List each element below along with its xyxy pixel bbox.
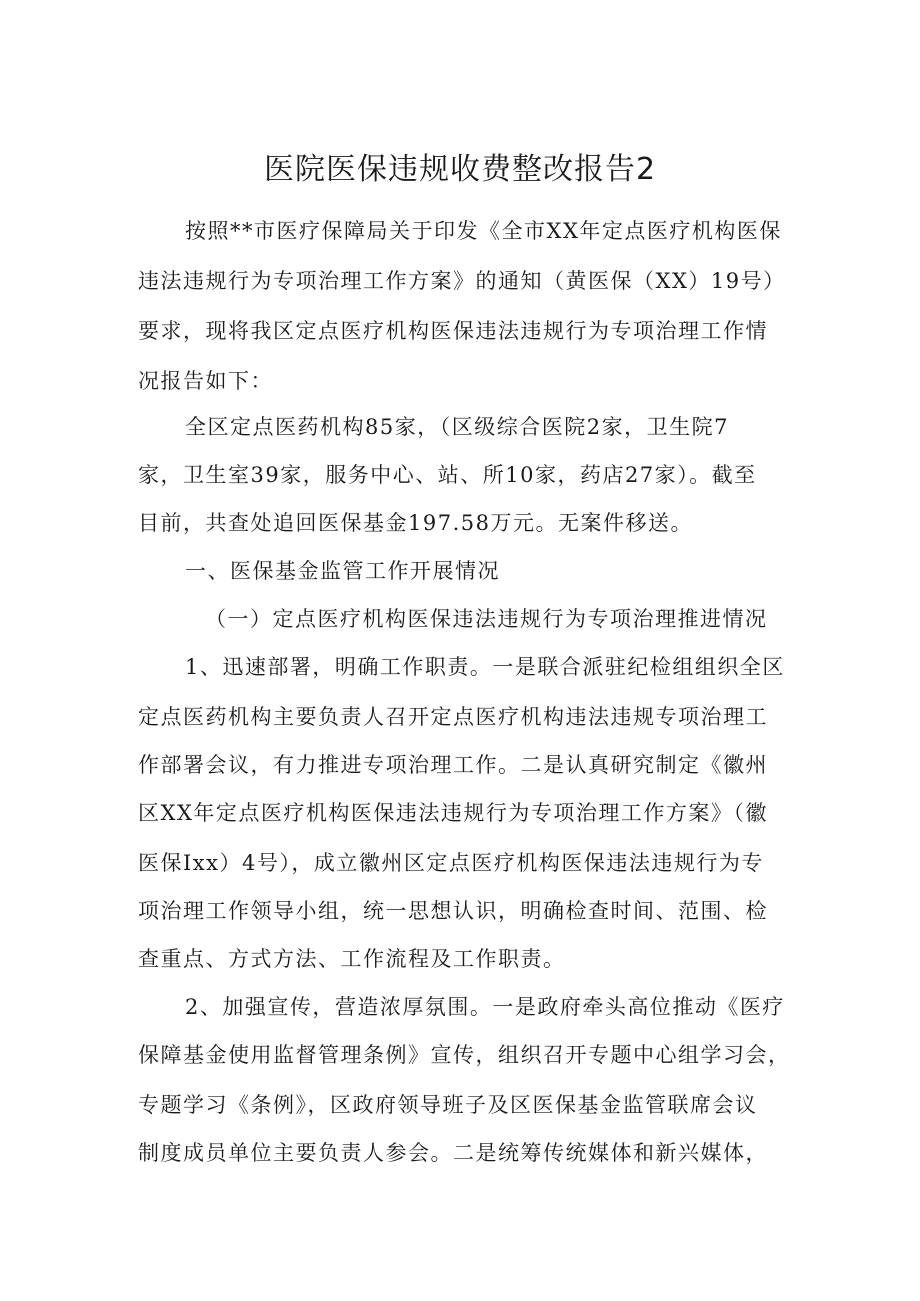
body-line: 定点医药机构主要负责人召开定点医疗机构违法违规专项治理工 [138, 705, 768, 729]
body-line: 要求，现将我区定点医疗机构医保违法违规行为专项治理工作情 [138, 319, 768, 343]
body-line: 制度成员单位主要负责人参会。二是统筹传统媒体和新兴媒体， [138, 1141, 768, 1165]
body-line: 目前，共查处追回医保基金197.58万元。无案件移送。 [138, 511, 693, 535]
body-line: 区XX年定点医疗机构医保违法违规行为专项治理工作方案》（徽 [138, 801, 768, 825]
body-line: 查重点、方式方法、工作流程及工作职责。 [138, 947, 566, 971]
body-line: 况报告如下： [138, 369, 273, 393]
body-line: 医保Ixx）4号），成立徽州区定点医疗机构医保违法违规行为专 [138, 851, 764, 875]
body-line: 全区定点医药机构85家，（区级综合医院2家，卫生院7 [185, 415, 729, 439]
body-line: 1、迅速部署，明确工作职责。一是联合派驻纪检组组织全区 [185, 655, 785, 679]
body-line: 作部署会议，有力推进专项治理工作。二是认真研究制定《徽州 [138, 753, 768, 777]
body-line: 按照**市医疗保障局关于印发《全市XX年定点医疗机构医保 [185, 219, 782, 243]
body-line: 违法违规行为专项治理工作方案》的通知（黄医保（XX）19号） [138, 269, 786, 293]
body-line: 专题学习《条例》，区政府领导班子及区医保基金监管联席会议 [138, 1093, 758, 1117]
body-line: 项治理工作领导小组，统一思想认识，明确检查时间、范围、检 [138, 899, 768, 923]
body-line: 保障基金使用监督管理条例》宣传，组织召开专题中心组学习会， [138, 1043, 791, 1067]
document-title: 医院医保违规收费整改报告2 [263, 152, 657, 187]
body-line: 2、加强宣传，营造浓厚氛围。一是政府牵头高位推动《医疗 [185, 995, 785, 1019]
subsection-heading: （一）定点医疗机构医保违法违规行为专项治理推进情况 [205, 607, 768, 631]
body-line: 家，卫生室39家，服务中心、站、所10家，药店27家）。截至 [138, 463, 757, 487]
section-heading: 一、医保基金监管工作开展情况 [185, 559, 500, 583]
